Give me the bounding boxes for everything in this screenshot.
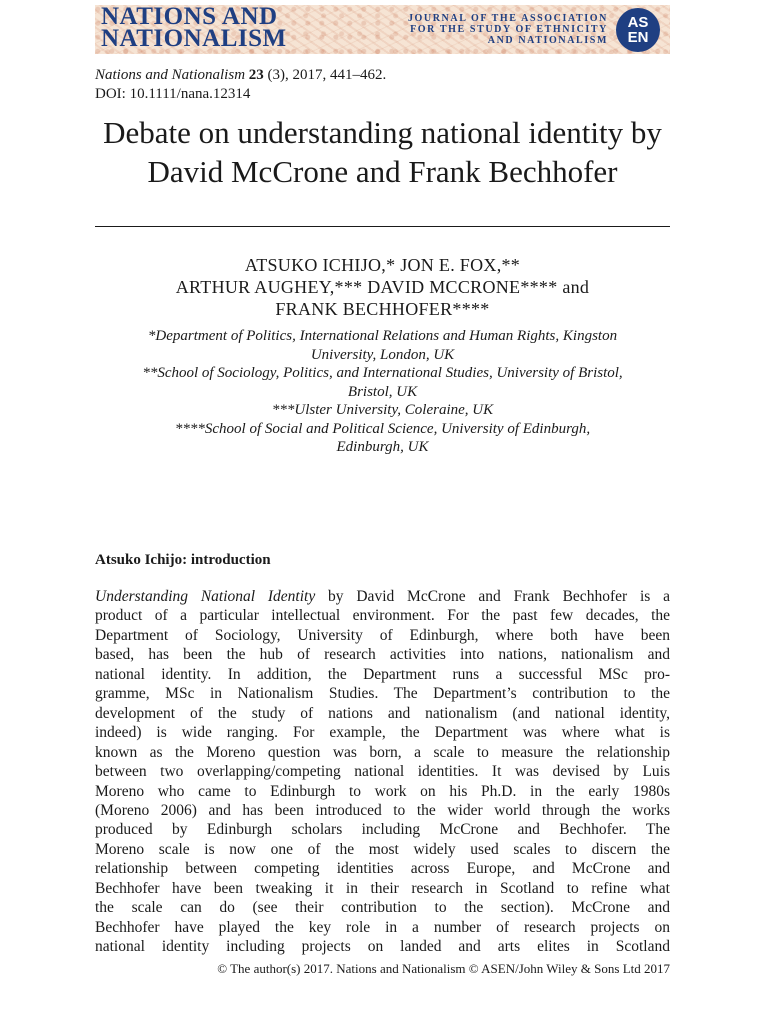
- journal-banner: [95, 5, 670, 54]
- asen-logo: [616, 8, 660, 52]
- citation-volume: 23: [248, 67, 264, 83]
- logo-line1: AS: [627, 14, 649, 31]
- author-line: ATSUKO ICHIJO,* JON E. FOX,**: [244, 255, 521, 275]
- book-title: Understanding National Identity: [95, 588, 316, 605]
- copyright-footer: © The author(s) 2017. Nations and Nationalism © ASEN/John Wiley & Sons Ltd 2017: [217, 961, 670, 976]
- paragraph-line: based, has been the hub of research activities into nations, nationalism and: [95, 646, 670, 664]
- author-line: ARTHUR AUGHEY,*** DAVID MCCRONE**** and: [175, 277, 590, 297]
- paragraph-line: between two overlapping/competing national identities. It was devised by Luis: [95, 763, 670, 781]
- association-line3: AND NATIONALISM: [487, 35, 608, 46]
- citation-details: (3), 2017, 441–462.: [263, 67, 387, 83]
- paragraph-line: relationship between competing identities across Europe, and McCrone and: [95, 860, 670, 878]
- author-line: FRANK BECHHOFER****: [275, 299, 490, 319]
- paragraph-line: known as the Moreno question was born, a scale to measure the relationship: [95, 743, 670, 761]
- paragraph-line: product of a particular intellectual environment. For the past few decades, the: [95, 607, 670, 625]
- affiliation-line: *Department of Politics, International Relations and Human Rights, Kingston: [147, 328, 618, 344]
- paragraph-line: gramme, MSc in Nationalism Studies. The Department’s contribution to the: [95, 685, 670, 703]
- affiliation-line: ***Ulster University, Coleraine, UK: [271, 402, 494, 418]
- paragraph-line: national identity including projects on landed and arts elites in Scotland: [95, 938, 670, 956]
- paragraph-line: [95, 587, 670, 606]
- citation-line: [95, 66, 386, 85]
- paragraph-line: Bechhofer have been tweaking it in their research in Scotland to refine what: [95, 879, 670, 897]
- affiliation-line: **School of Sociology, Politics, and International Studies, University of Bristol,: [142, 365, 623, 381]
- association-line1: JOURNAL OF THE ASSOCIATION: [407, 13, 608, 24]
- logo-line2: EN: [627, 29, 649, 46]
- citation-journal: Nations and Nationalism: [95, 67, 246, 83]
- title-divider: [95, 226, 670, 227]
- affiliation-line: Edinburgh, UK: [336, 439, 429, 455]
- paragraph-line: (Moreno 2006) and has been introduced to the wider world through the works: [95, 801, 670, 819]
- paragraph-line: Moreno scale is now one of the most widely used scales to discern the: [95, 840, 670, 858]
- journal-title-line2: NATIONALISM: [101, 25, 287, 52]
- body-paragraph: [95, 587, 670, 957]
- affiliation-line: ****School of Social and Political Science, University of Edinburgh,: [174, 420, 591, 437]
- paragraph-line: indeed) is wide ranging. For example, the Department was where what is: [95, 724, 670, 742]
- paragraph-line: Department of Sociology, University of Edinburgh, where both have been: [95, 626, 670, 644]
- association-name: [383, 13, 608, 46]
- affiliation-list: [95, 327, 670, 457]
- affiliation-line: Bristol, UK: [347, 383, 418, 400]
- association-line2: FOR THE STUDY OF ETHNICITY: [410, 24, 608, 35]
- paragraph-line: produced by Edinburgh scholars including McCrone and Bechhofer. The: [95, 821, 670, 839]
- paragraph-line: Bechhofer have played the key role in a number of research projects on: [95, 918, 670, 936]
- article-title: Debate on understanding national identity by David McCrone and Frank Bechhofer: [103, 115, 662, 189]
- paragraph-line: national identity. In addition, the Department runs a successful MSc pro-: [95, 665, 670, 683]
- journal-title: [101, 3, 287, 52]
- paragraph-line: Moreno who came to Edinburgh to work on his Ph.D. in the early 1980s: [95, 782, 670, 800]
- citation-doi: DOI: 10.1111/nana.12314: [95, 86, 251, 102]
- first-line-text: by David McCrone and Frank Bechhofer is a: [315, 588, 670, 605]
- citation: [95, 66, 386, 104]
- journal-title-line1: NATIONS AND: [101, 3, 278, 30]
- section-heading: Atsuko Ichijo: introduction: [95, 552, 271, 568]
- paragraph-line: development of the study of nations and nationalism (and national identity,: [95, 704, 670, 722]
- author-list: [95, 254, 670, 320]
- paragraph-line: the scale can do (see their contribution to the section). McCrone and: [95, 899, 670, 917]
- affiliation-line: University, London, UK: [310, 346, 455, 363]
